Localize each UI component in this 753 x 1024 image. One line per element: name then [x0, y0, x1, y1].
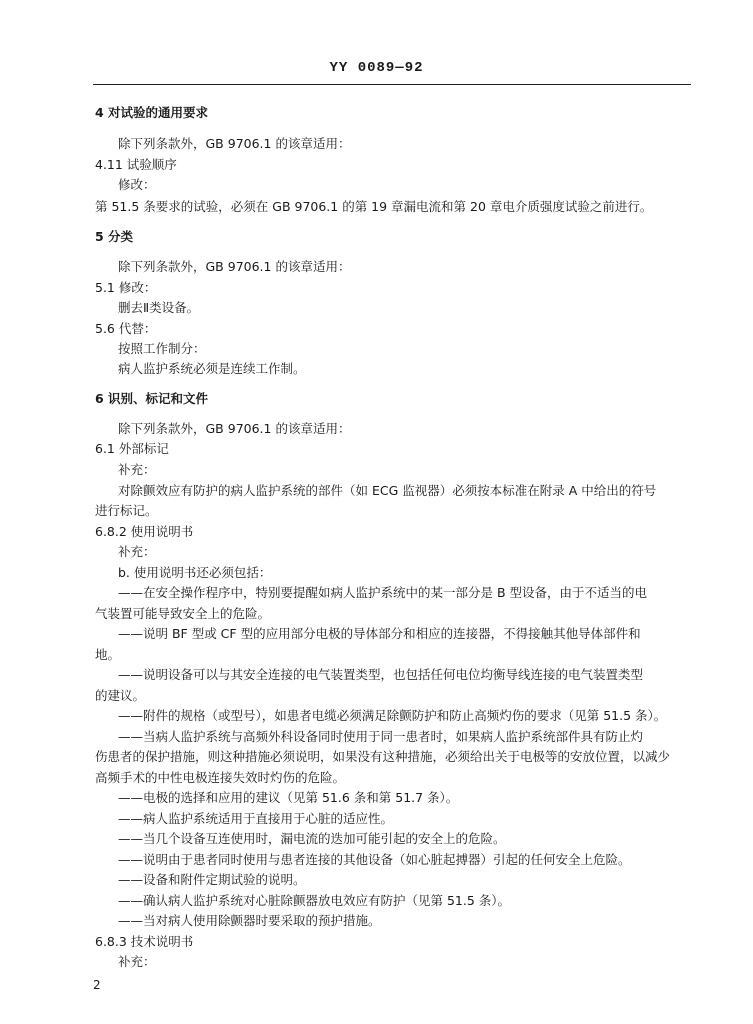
list-item-line: ——附件的规格（或型号），如患者电缆必须满足除颤防护和防止高频灼伤的要求（见第 51.5 条）。 — [118, 708, 667, 723]
list-item-line: ——说明设备可以与其安全连接的电气装置类型，也包括任何电位均衡导线连接的电气装置类型 — [118, 667, 644, 682]
list-item-line: ——当病人监护系统与高频外科设备同时使用于同一患者时，如果病人监护系统部件具有防止灼 — [118, 729, 644, 744]
list-item-line: 伤患者的保护措施，则这种措施必须说明，如果没有这种措施，必须给出关于电极等的安放位置，以减少 — [95, 749, 671, 764]
list-item-line: ——在安全操作程序中，特别要提醒如病人监护系统中的某一部分是 B 型设备，由于不适当的电 — [118, 585, 648, 600]
paragraph-line: 按照工作制分： — [118, 341, 206, 356]
subsection-heading: 5.6 代替： — [95, 321, 157, 336]
paragraph-line: 修改： — [118, 177, 156, 192]
subsection-heading: 6.8.3 技术说明书 — [95, 934, 194, 949]
list-item-line: ——当对病人使用除颤器时要采取的预护措施。 — [118, 913, 381, 928]
list-item-line: 的建议。 — [95, 688, 146, 703]
subsection-heading: 6.8.2 使用说明书 — [95, 524, 194, 539]
header-rule — [93, 84, 691, 85]
paragraph-line: 补充： — [118, 462, 156, 477]
paragraph-line: b. 使用说明书还必须包括： — [118, 565, 272, 580]
subsection-heading: 6.1 外部标记 — [95, 441, 169, 456]
paragraph-line: 对除颤效应有防护的病人监护系统的部件（如 ECG 监视器）必须按本标准在附录 A 中给出的符号 — [118, 483, 657, 498]
list-item-line: ——确认病人监护系统对心脏除颤器放电效应有防护（见第 51.5 条）。 — [118, 893, 511, 908]
section-heading: 5 分类 — [95, 229, 134, 244]
list-item-line: ——电极的选择和应用的建议（见第 51.6 条和第 51.7 条）。 — [118, 790, 459, 805]
paragraph-line: 除下列条款外，GB 9706.1 的该章适用： — [118, 136, 351, 151]
list-item-line: 地。 — [95, 647, 121, 662]
paragraph-line: 补充： — [118, 544, 156, 559]
paragraph-line: 第 51.5 条要求的试验，必须在 GB 9706.1 的第 19 章漏电流和第 20 章电介质强度试验之前进行。 — [95, 199, 653, 214]
list-item-line: ——当几个设备互连使用时，漏电流的迭加可能引起的安全上的危险。 — [118, 831, 506, 846]
list-item-line: 气装置可能导致安全上的危险。 — [95, 606, 271, 621]
list-item-line: ——设备和附件定期试验的说明。 — [118, 872, 306, 887]
section-heading: 4 对试验的通用要求 — [95, 105, 209, 120]
paragraph-line: 除下列条款外，GB 9706.1 的该章适用： — [118, 421, 351, 436]
subsection-heading: 5.1 修改： — [95, 280, 157, 295]
paragraph-line: 补充： — [118, 954, 156, 969]
page-number: 2 — [93, 978, 101, 992]
list-item-line: 高频手术的中性电极连接失效时灼伤的危险。 — [95, 770, 346, 785]
paragraph-line: 病人监护系统必须是连续工作制。 — [118, 361, 306, 376]
list-item-line: ——病人监护系统适用于直接用于心脏的适应性。 — [118, 811, 394, 826]
paragraph-line: 删去Ⅱ类设备。 — [118, 300, 200, 315]
subsection-heading: 4.11 试验顺序 — [95, 157, 177, 172]
paragraph-line: 除下列条款外，GB 9706.1 的该章适用： — [118, 259, 351, 274]
document-header: YY 0089—92 — [329, 60, 424, 76]
section-heading: 6 识别、标记和文件 — [95, 391, 209, 406]
list-item-line: ——说明由于患者同时使用与患者连接的其他设备（如心脏起搏器）引起的任何安全上危险。 — [118, 852, 631, 867]
paragraph-line: 进行标记。 — [95, 503, 158, 518]
list-item-line: ——说明 BF 型或 CF 型的应用部分电极的导体部分和相应的连接器，不得接触其他导体部件和 — [118, 626, 641, 641]
